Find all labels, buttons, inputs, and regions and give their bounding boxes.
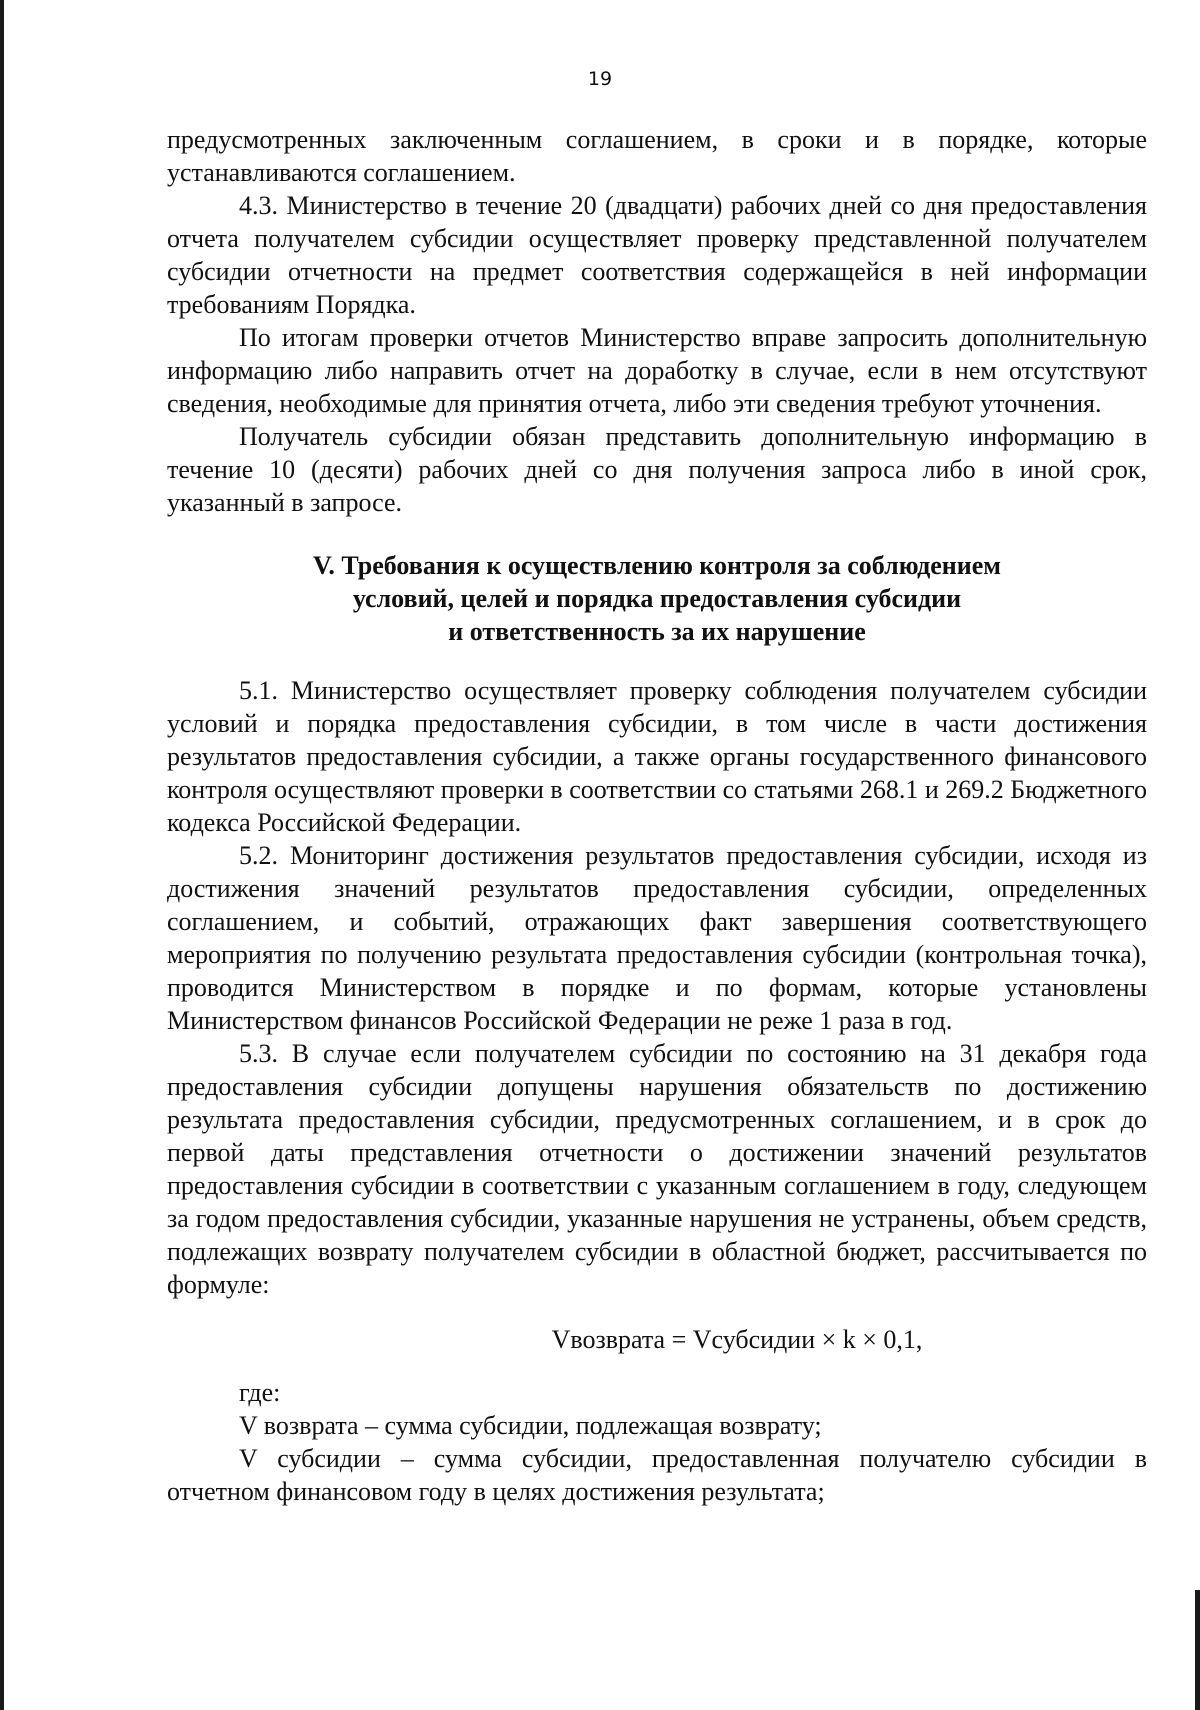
paragraph-continuation: предусмотренных заключенным соглашением, в сроки и в порядке, которые устанавливаются соглашением. bbox=[167, 125, 1147, 187]
section-heading-line: и ответственность за их нарушение bbox=[448, 617, 866, 646]
formula: Vвозврата = Vсубсидии × k × 0,1, bbox=[551, 1325, 923, 1354]
paragraph-5-3: 5.3. В случае если получателем субсидии по состоянию на 31 декабря года предоставления субсидии допущены нарушения обязательств по достижению результата предоставления субсидии, предусмотренных соглашением, и в срок до первой даты представления отчетности о достижении значений результатов предоставления субсидии в соответствии с указанным соглашением в году, следующем за годом предоставления субсидии, указанные нарушения не устранены, объем средств, подлежащих возврату получателем субсидии в областной бюджет, рассчитывается по формуле: bbox=[167, 1039, 1147, 1299]
document-body bbox=[167, 123, 1147, 1508]
where-label: где: bbox=[239, 1378, 281, 1407]
paragraph-5-1: 5.1. Министерство осуществляет проверку соблюдения получателем субсидии условий и порядка предоставления субсидии, в том числе в части достижения результатов предоставления субсидии, а также органы государственного финансового контроля осуществляют проверки в соответствии со статьями 268.1 и 269.2 Бюджетного кодекса Российской Федерации. bbox=[167, 676, 1147, 837]
scan-edge-left bbox=[0, 0, 4, 1710]
paragraph-4-3: 4.3. Министерство в течение 20 (двадцати) рабочих дней со дня предоставления отчета получателем субсидии осуществляет проверку представленной получателем субсидии отчетности на предмет соответствия содержащейся в ней информации требованиям Порядка. bbox=[167, 191, 1147, 319]
section-heading-line: условий, целей и порядка предоставления субсидии bbox=[352, 584, 962, 613]
definition-v-return: V возврата – сумма субсидии, подлежащая возврату; bbox=[239, 1411, 822, 1440]
scan-edge-right bbox=[1195, 1590, 1200, 1710]
section-heading-line: V. Требования к осуществлению контроля за соблюдением bbox=[313, 551, 1001, 580]
section-heading bbox=[167, 549, 1147, 648]
definition-v-subsidy: V субсидии – сумма субсидии, предоставленная получателю субсидии в отчетном финансовом году в целях достижения результата; bbox=[167, 1444, 1147, 1506]
paragraph-additional-info: Получатель субсидии обязан представить дополнительную информацию в течение 10 (десяти) рабочих дней со дня получения запроса либо в иной срок, указанный в запросе. bbox=[167, 422, 1147, 517]
paragraph-5-2: 5.2. Мониторинг достижения результатов предоставления субсидии, исходя из достижения значений результатов предоставления субсидии, определенных соглашением, и событий, отражающих факт завершения соответствующего мероприятия по получению результата предоставления субсидии (контрольная точка), проводится Министерством в порядке и по формам, которые установлены Министерством финансов Российской Федерации не реже 1 раза в год. bbox=[167, 841, 1147, 1035]
paragraph-review-results: По итогам проверки отчетов Министерство вправе запросить дополнительную информацию либо направить отчет на доработку в случае, если в нем отсутствуют сведения, необходимые для принятия отчета, либо эти сведения требуют уточнения. bbox=[167, 323, 1147, 418]
page-number: 19 bbox=[587, 68, 613, 90]
